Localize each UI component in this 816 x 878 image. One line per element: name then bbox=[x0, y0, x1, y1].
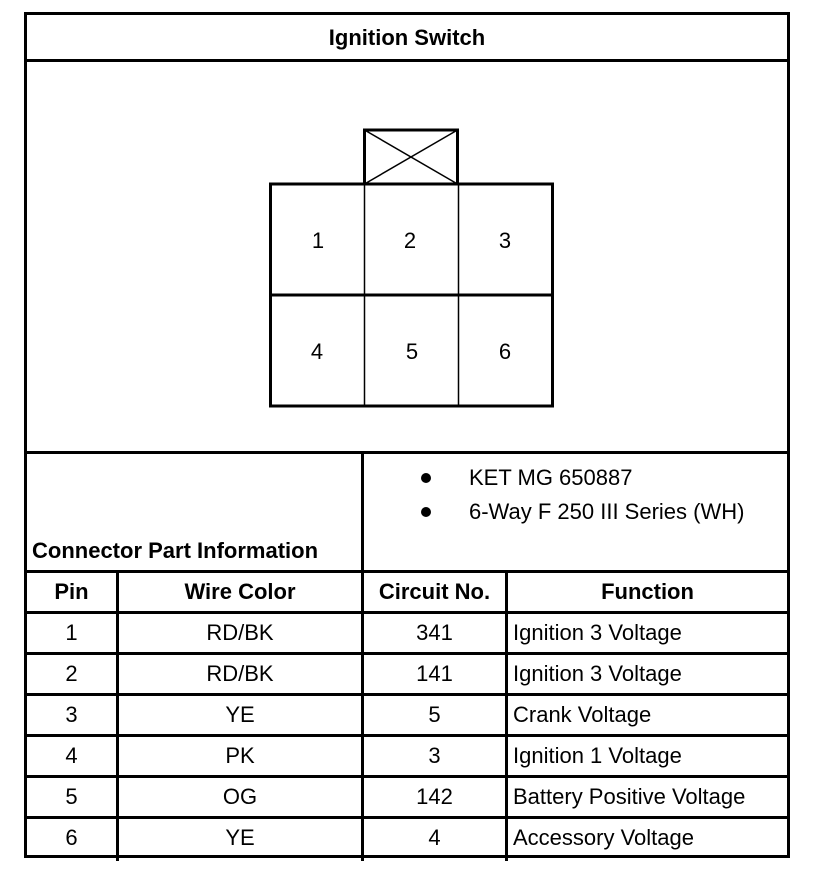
column-header-pin: Pin bbox=[54, 579, 89, 604]
cell-function: Ignition 3 Voltage bbox=[513, 620, 682, 645]
cell-pin: 4 bbox=[65, 743, 78, 768]
pin-label: 1 bbox=[311, 228, 325, 253]
cell-function: Ignition 1 Voltage bbox=[513, 743, 682, 768]
page-title: Ignition Switch bbox=[328, 25, 486, 50]
cell-wire-color: YE bbox=[225, 825, 255, 850]
pin-label: 6 bbox=[498, 339, 512, 364]
cell-pin: 2 bbox=[65, 661, 78, 686]
cell-function: Accessory Voltage bbox=[513, 825, 694, 850]
part-number: KET MG 650887 bbox=[469, 465, 633, 490]
cell-function: Ignition 3 Voltage bbox=[513, 661, 682, 686]
cell-circuit: 141 bbox=[416, 661, 453, 686]
cell-pin: 6 bbox=[65, 825, 78, 850]
column-header-wire-color: Wire Color bbox=[184, 579, 296, 604]
cell-circuit: 341 bbox=[416, 620, 453, 645]
column-header-function: Function bbox=[601, 579, 694, 604]
pin-label: 2 bbox=[403, 228, 417, 253]
cell-wire-color: OG bbox=[222, 784, 258, 809]
cell-circuit: 5 bbox=[428, 702, 441, 727]
pin-label: 4 bbox=[310, 339, 324, 364]
cell-wire-color: PK bbox=[225, 743, 255, 768]
part-info-label: Connector Part Information bbox=[32, 538, 319, 563]
cell-pin: 1 bbox=[65, 620, 78, 645]
connector-description: 6-Way F 250 III Series (WH) bbox=[469, 499, 745, 524]
connector-sheet bbox=[24, 12, 790, 858]
cell-function: Battery Positive Voltage bbox=[513, 784, 746, 809]
part-info-item bbox=[421, 465, 632, 491]
cell-circuit: 3 bbox=[428, 743, 441, 768]
connector-face-diagram bbox=[27, 15, 787, 455]
diagram-divider bbox=[27, 451, 787, 454]
part-info-divider bbox=[361, 451, 364, 571]
bullet-icon bbox=[421, 473, 431, 483]
cell-wire-color: RD/BK bbox=[206, 620, 274, 645]
column-header-circuit: Circuit No. bbox=[378, 579, 491, 604]
bullet-icon bbox=[421, 507, 431, 517]
cell-function: Crank Voltage bbox=[513, 702, 652, 727]
cell-circuit: 142 bbox=[416, 784, 453, 809]
cell-pin: 5 bbox=[65, 784, 78, 809]
cell-pin: 3 bbox=[65, 702, 78, 727]
pin-label: 3 bbox=[498, 228, 512, 253]
part-info-item bbox=[421, 499, 744, 525]
cell-wire-color: RD/BK bbox=[206, 661, 274, 686]
cell-wire-color: YE bbox=[225, 702, 255, 727]
cell-circuit: 4 bbox=[428, 825, 441, 850]
pin-label: 5 bbox=[405, 339, 419, 364]
